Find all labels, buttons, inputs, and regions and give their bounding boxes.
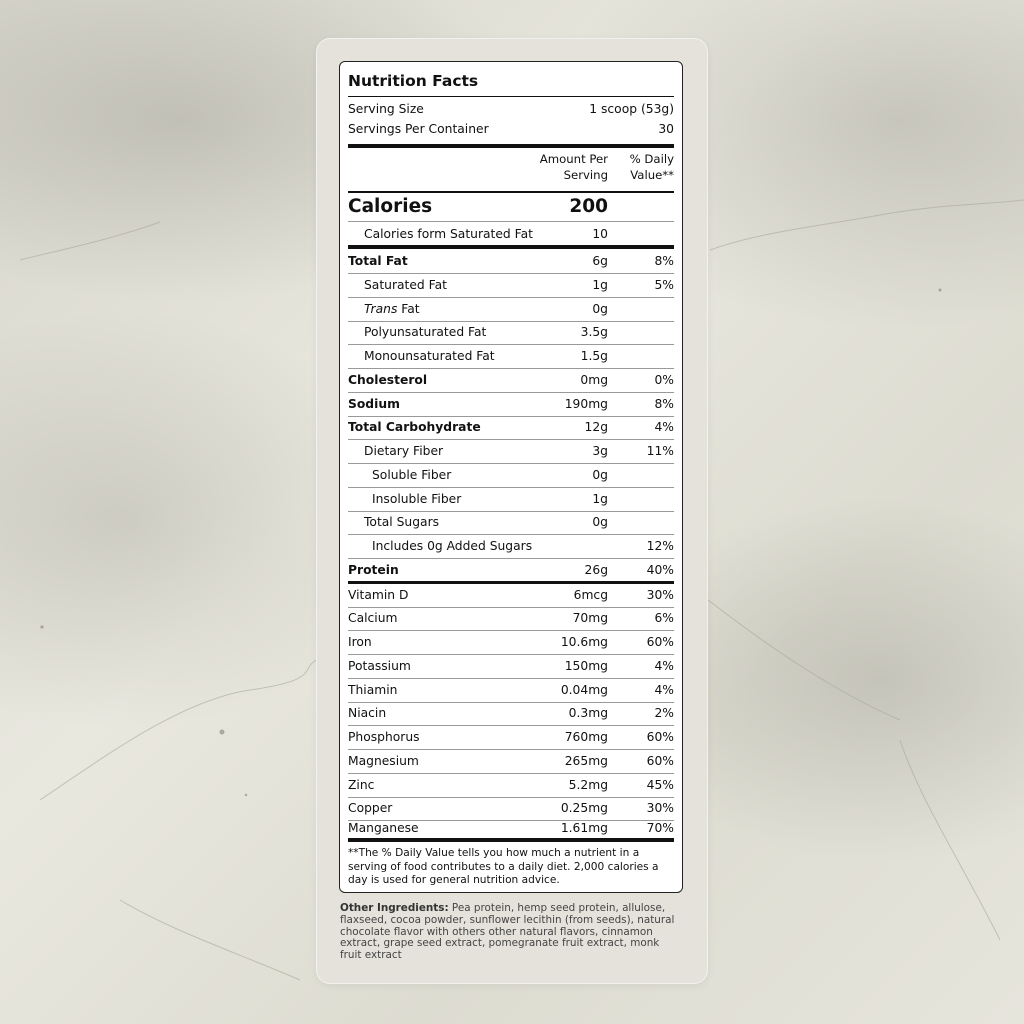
nutrient-amount: 190mg: [564, 396, 608, 411]
thick-rule: [348, 838, 674, 842]
vitamin-amount: 0.3mg: [568, 706, 608, 721]
nutrient-amount: 6g: [592, 254, 608, 268]
vitamin-amount: 0.04mg: [560, 682, 608, 697]
nutrient-row: [348, 321, 674, 344]
nutrient-amount: 3.5g: [580, 325, 608, 340]
nutrient-daily-value: 4%: [654, 420, 674, 435]
nutrient-amount: 12g: [584, 420, 608, 435]
vitamin-amount: 70mg: [572, 611, 608, 626]
nutrient-daily-value: 12%: [646, 539, 674, 553]
vitamin-name: Copper: [348, 801, 393, 816]
nutrient-row: [348, 274, 674, 297]
vitamin-row: [348, 584, 674, 607]
vitamin-name: Phosphorus: [348, 730, 420, 744]
nutrient-amount: 0g: [592, 467, 608, 482]
nutrient-daily-value: 8%: [654, 254, 674, 268]
nutrient-amount: 3g: [592, 444, 608, 458]
nutrient-name: Soluble Fiber: [372, 467, 452, 482]
vitamin-name: Manganese: [348, 821, 419, 836]
vitamin-name: Magnesium: [348, 753, 419, 768]
daily-value-header: % Daily Value**: [629, 152, 674, 182]
vitamin-amount: 265mg: [564, 753, 608, 768]
nutrient-daily-value: 11%: [646, 444, 674, 458]
nutrient-name: Total Carbohydrate: [348, 420, 481, 435]
other-ingredients: [340, 903, 680, 962]
vitamin-row: [348, 726, 674, 749]
vitamin-row: [348, 702, 674, 725]
rule: [348, 191, 674, 193]
vitamin-name: Niacin: [348, 706, 387, 721]
vitamin-name: Iron: [348, 635, 372, 649]
vitamin-row: [348, 655, 674, 678]
calories-label: Calories: [348, 196, 433, 217]
vitamin-daily-value: 60%: [646, 730, 674, 744]
vitamin-daily-value: 30%: [646, 587, 674, 602]
thick-rule: [348, 144, 674, 148]
vitamin-daily-value: 4%: [654, 658, 674, 673]
calories-value: 200: [569, 196, 608, 217]
vitamin-daily-value: 2%: [654, 706, 674, 721]
vitamin-amount: 5.2mg: [568, 777, 608, 792]
nutrient-name: Insoluble Fiber: [372, 491, 462, 506]
vitamin-daily-value: 4%: [654, 682, 674, 697]
vitamin-amount: 6mcg: [573, 587, 608, 602]
vitamin-name: Potassium: [348, 658, 411, 673]
nutrient-row: [348, 393, 674, 416]
amount-per-serving-header: Amount Per Serving: [539, 152, 608, 182]
nutrient-row: [348, 369, 674, 392]
nutrient-name: Sodium: [348, 396, 400, 411]
separator: [348, 221, 674, 222]
vitamin-daily-value: 45%: [646, 777, 674, 792]
vitamin-amount: 150mg: [564, 658, 608, 673]
vitamin-amount: 0.25mg: [560, 801, 608, 816]
vitamin-daily-value: 70%: [646, 821, 674, 836]
nutrient-name: Total Fat: [348, 254, 408, 268]
nutrient-amount: 0mg: [580, 372, 608, 387]
nutrient-row: [348, 464, 674, 487]
nutrient-row: [348, 298, 674, 321]
vitamin-name: Calcium: [348, 611, 398, 626]
vitamin-row: [348, 607, 674, 630]
nutrient-row: [348, 488, 674, 511]
nutrient-name: Cholesterol: [348, 372, 428, 387]
nutrient-name: Polyunsaturated Fat: [364, 325, 487, 340]
nutrient-amount: 1g: [592, 277, 608, 292]
nutrient-daily-value: 8%: [654, 396, 674, 411]
nutrient-amount: 1g: [592, 491, 608, 506]
nutrient-daily-value: 5%: [654, 277, 674, 292]
vitamin-daily-value: 30%: [646, 801, 674, 816]
nutrient-daily-value: 0%: [654, 372, 674, 387]
nutrient-row: [348, 559, 674, 582]
nutrient-name: Total Sugars: [364, 515, 440, 530]
nutrient-name: Saturated Fat: [364, 277, 447, 292]
nutrient-amount: 26g: [584, 562, 608, 577]
vitamin-amount: 10.6mg: [560, 635, 608, 649]
vitamin-row: [348, 750, 674, 773]
servings-value: 30: [658, 122, 674, 136]
vitamin-amount: 760mg: [564, 730, 608, 744]
serving-size-value: 1 scoop (53g): [589, 102, 674, 116]
nutrient-name: Monounsaturated Fat: [364, 349, 495, 363]
nutrient-amount: 0g: [592, 301, 608, 316]
servings-row: [348, 118, 674, 141]
nutrition-facts-title: Nutrition Facts: [348, 72, 479, 90]
daily-value-footnote: **The % Daily Value tells you how much a nutrient in a serving of food contributes to a daily diet. 2,000 calories a day is used for general nutrition advice.: [348, 847, 659, 886]
calories-from-sat-fat-row: [348, 223, 674, 246]
vitamin-row: [348, 631, 674, 654]
vitamin-name: Vitamin D: [348, 587, 409, 602]
nutrient-row: [348, 535, 674, 558]
vitamin-daily-value: 6%: [654, 611, 674, 626]
vitamin-amount: 1.61mg: [560, 821, 608, 836]
vitamin-name: Thiamin: [348, 682, 398, 697]
calories-from-sat-fat-label: Calories form Saturated Fat: [364, 227, 533, 241]
nutrient-row: [348, 511, 674, 534]
nutrient-amount: 0g: [592, 515, 608, 530]
vitamin-row: [348, 817, 674, 840]
thick-rule: [348, 245, 674, 249]
calories-from-sat-fat-value: 10: [592, 227, 608, 241]
nutrient-name: Protein: [348, 562, 399, 577]
nutrient-row: [348, 416, 674, 439]
nutrient-name: Includes 0g Added Sugars: [372, 539, 533, 553]
nutrient-name: Trans Fat: [364, 301, 420, 316]
nutrient-row: [348, 250, 674, 273]
serving-size-label: Serving Size: [348, 102, 424, 116]
nutrient-name: Dietary Fiber: [364, 444, 444, 458]
vitamin-name: Zinc: [348, 777, 375, 792]
nutrient-amount: 1.5g: [580, 349, 608, 363]
vitamin-row: [348, 679, 674, 702]
vitamin-row: [348, 774, 674, 797]
servings-label: Servings Per Container: [348, 122, 489, 136]
nutrient-row: [348, 440, 674, 463]
ingredients-label: Other Ingredients:: [340, 902, 449, 914]
nutrient-row: [348, 345, 674, 368]
nutrition-facts-panel: [339, 61, 683, 893]
vitamin-daily-value: 60%: [646, 635, 674, 649]
vitamin-daily-value: 60%: [646, 753, 674, 768]
nutrient-daily-value: 40%: [646, 562, 674, 577]
ingredients-text: Pea protein, hemp seed protein, allulose, flaxseed, cocoa powder, sunflower lecithin (from seeds), natural chocolate flavor with others other natural flavors, cinnamon extract, grape seed extract, pomegranate fruit extract, monk fruit extract: [340, 902, 675, 962]
rule: [348, 96, 674, 97]
